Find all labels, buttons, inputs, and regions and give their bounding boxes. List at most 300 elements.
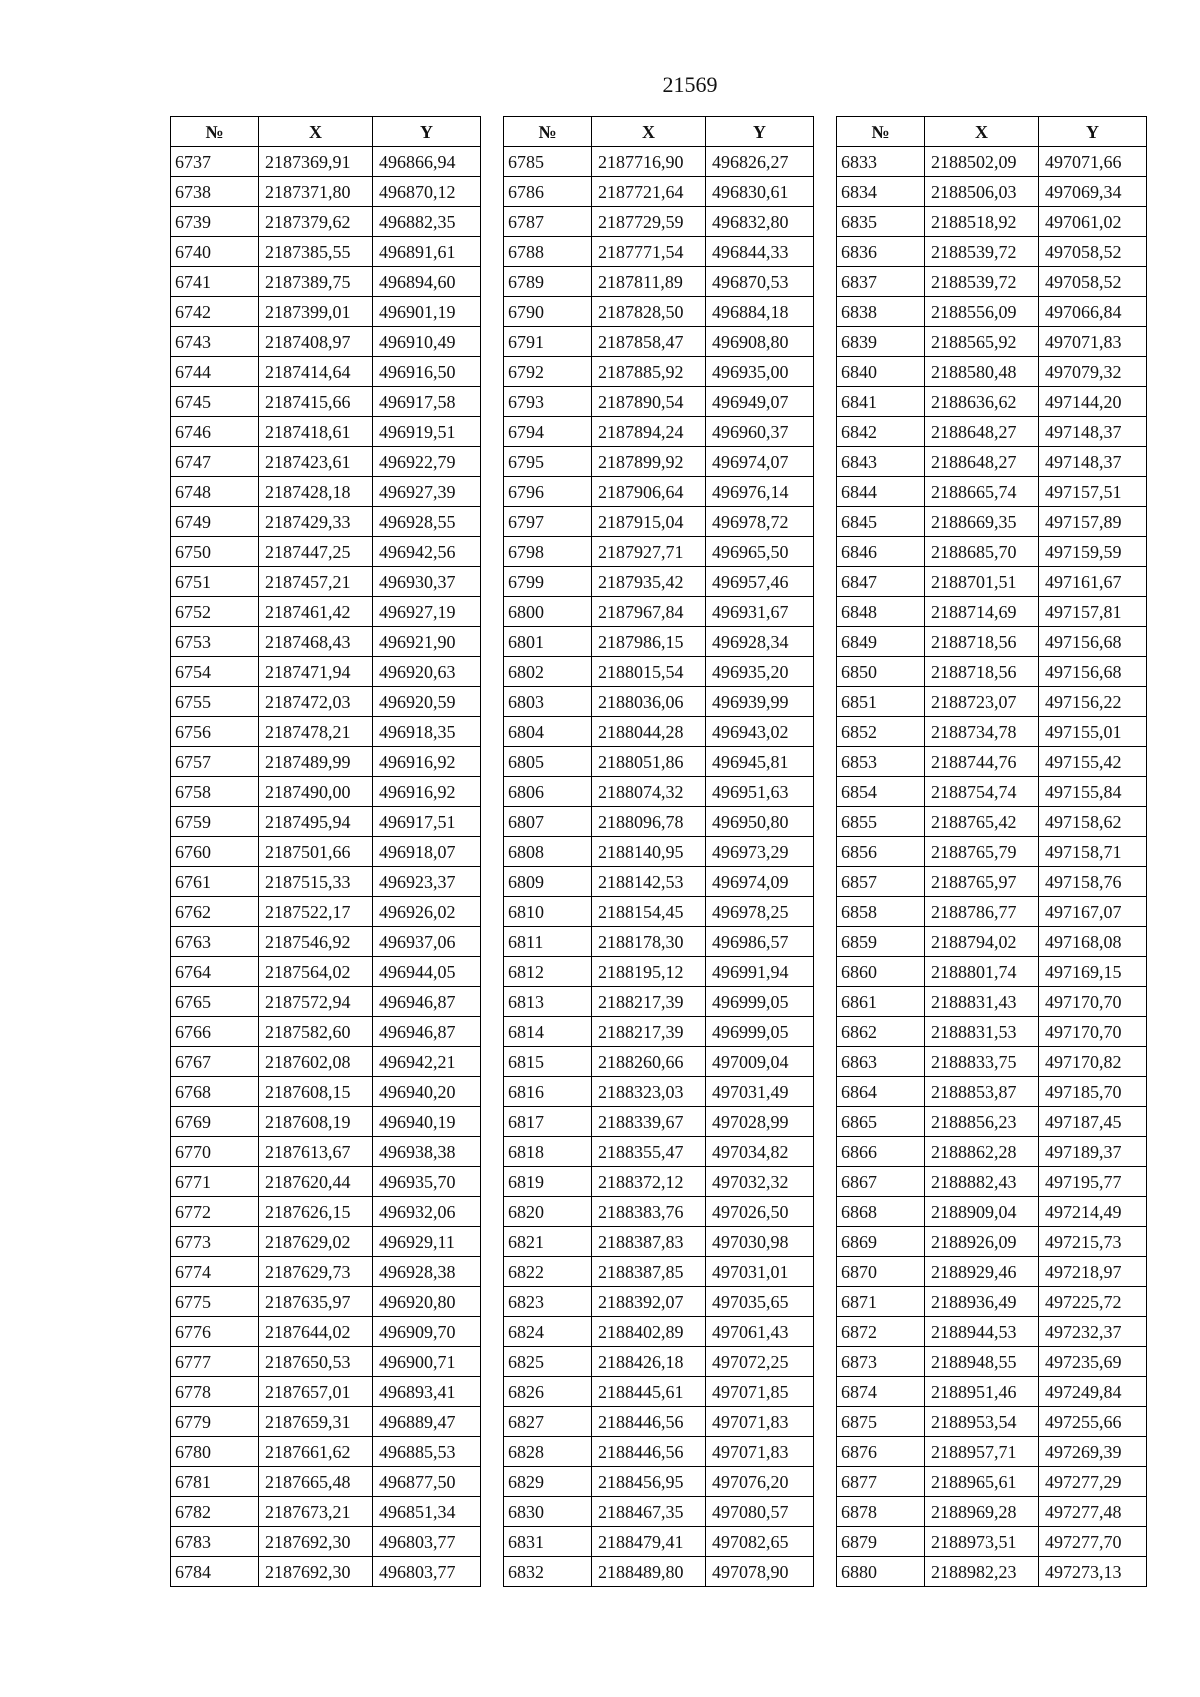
x-coordinate-cell: 2187468,43 [259,627,373,657]
table-row [837,417,1147,447]
x-coordinate-cell: 2188426,18 [592,1347,706,1377]
y-coordinate-cell: 497158,76 [1039,867,1147,897]
table-row [837,897,1147,927]
table-row [837,1197,1147,1227]
x-coordinate-cell: 2188718,56 [925,627,1039,657]
point-number-cell: 6768 [171,1077,259,1107]
y-coordinate-cell: 497032,32 [706,1167,814,1197]
point-number-cell: 6829 [504,1467,592,1497]
x-coordinate-cell: 2188260,66 [592,1047,706,1077]
table-row [504,1437,814,1467]
table-row [504,1137,814,1167]
table-row [837,147,1147,177]
point-number-cell: 6804 [504,717,592,747]
y-coordinate-cell: 496894,60 [373,267,481,297]
y-coordinate-cell: 497168,08 [1039,927,1147,957]
x-coordinate-cell: 2187626,15 [259,1197,373,1227]
y-coordinate-cell: 496976,14 [706,477,814,507]
x-coordinate-cell: 2187650,53 [259,1347,373,1377]
x-coordinate-cell: 2188074,32 [592,777,706,807]
x-coordinate-cell: 2187564,02 [259,957,373,987]
point-number-cell: 6847 [837,567,925,597]
point-number-cell: 6831 [504,1527,592,1557]
point-number-cell: 6845 [837,507,925,537]
y-coordinate-cell: 497169,15 [1039,957,1147,987]
y-coordinate-cell: 497035,65 [706,1287,814,1317]
y-coordinate-cell: 496999,05 [706,1017,814,1047]
y-coordinate-cell: 497031,01 [706,1257,814,1287]
table-row [504,387,814,417]
table-row [837,387,1147,417]
y-header: Y [373,117,481,147]
y-coordinate-cell: 496917,58 [373,387,481,417]
point-number-cell: 6818 [504,1137,592,1167]
x-coordinate-cell: 2188044,28 [592,717,706,747]
point-number-cell: 6812 [504,957,592,987]
point-number-cell: 6783 [171,1527,259,1557]
point-number-cell: 6815 [504,1047,592,1077]
point-number-cell: 6770 [171,1137,259,1167]
table-row [171,1497,481,1527]
point-number-cell: 6822 [504,1257,592,1287]
x-coordinate-cell: 2187935,42 [592,567,706,597]
table-row [171,1317,481,1347]
x-coordinate-cell: 2188178,30 [592,927,706,957]
point-number-cell: 6792 [504,357,592,387]
table-row [837,837,1147,867]
point-number-cell: 6799 [504,567,592,597]
point-number-cell: 6874 [837,1377,925,1407]
point-number-cell: 6863 [837,1047,925,1077]
table-row [837,1017,1147,1047]
point-number-cell: 6750 [171,537,259,567]
y-coordinate-cell: 497167,07 [1039,897,1147,927]
point-number-cell: 6832 [504,1557,592,1587]
coordinates-table-3 [836,116,1147,1587]
y-coordinate-cell: 496937,06 [373,927,481,957]
y-coordinate-cell: 497061,02 [1039,207,1147,237]
y-coordinate-cell: 496928,55 [373,507,481,537]
y-coordinate-cell: 497080,57 [706,1497,814,1527]
y-coordinate-cell: 497031,49 [706,1077,814,1107]
y-coordinate-cell: 496910,49 [373,327,481,357]
table-row [171,597,481,627]
point-number-cell: 6830 [504,1497,592,1527]
y-coordinate-cell: 496877,50 [373,1467,481,1497]
table-row [837,987,1147,1017]
x-coordinate-cell: 2188323,03 [592,1077,706,1107]
point-number-cell: 6738 [171,177,259,207]
table-row [504,267,814,297]
x-coordinate-cell: 2187490,00 [259,777,373,807]
point-number-cell: 6762 [171,897,259,927]
x-coordinate-cell: 2188926,09 [925,1227,1039,1257]
point-number-cell: 6746 [171,417,259,447]
y-coordinate-cell: 497277,70 [1039,1527,1147,1557]
point-number-cell: 6864 [837,1077,925,1107]
y-coordinate-cell: 496920,80 [373,1287,481,1317]
x-coordinate-cell: 2187620,44 [259,1167,373,1197]
x-coordinate-cell: 2187379,62 [259,207,373,237]
point-number-cell: 6779 [171,1407,259,1437]
y-coordinate-cell: 497071,83 [1039,327,1147,357]
x-coordinate-cell: 2188669,35 [925,507,1039,537]
point-number-cell: 6752 [171,597,259,627]
table-row [504,1047,814,1077]
table-row [504,897,814,927]
table-row [837,1077,1147,1107]
x-coordinate-cell: 2187828,50 [592,297,706,327]
table-row [504,1257,814,1287]
x-coordinate-cell: 2187471,94 [259,657,373,687]
point-number-cell: 6878 [837,1497,925,1527]
y-coordinate-cell: 497028,99 [706,1107,814,1137]
x-coordinate-cell: 2187729,59 [592,207,706,237]
x-coordinate-cell: 2187371,80 [259,177,373,207]
y-coordinate-cell: 497071,66 [1039,147,1147,177]
table-row [837,867,1147,897]
point-number-cell: 6784 [171,1557,259,1587]
table-row [837,447,1147,477]
y-coordinate-cell: 496951,63 [706,777,814,807]
table-row [504,1557,814,1587]
y-coordinate-cell: 496918,35 [373,717,481,747]
point-number-cell: 6865 [837,1107,925,1137]
table-row [837,207,1147,237]
x-coordinate-cell: 2188467,35 [592,1497,706,1527]
y-coordinate-cell: 497249,84 [1039,1377,1147,1407]
point-number-cell: 6819 [504,1167,592,1197]
point-number-cell: 6825 [504,1347,592,1377]
y-coordinate-cell: 496999,05 [706,987,814,1017]
y-coordinate-cell: 496885,53 [373,1437,481,1467]
y-coordinate-cell: 496919,51 [373,417,481,447]
y-coordinate-cell: 497148,37 [1039,417,1147,447]
y-coordinate-cell: 497158,62 [1039,807,1147,837]
y-coordinate-cell: 496866,94 [373,147,481,177]
x-coordinate-cell: 2187659,31 [259,1407,373,1437]
table-row [171,657,481,687]
x-coordinate-cell: 2187472,03 [259,687,373,717]
table-row [171,297,481,327]
y-coordinate-cell: 496891,61 [373,237,481,267]
table-row [504,987,814,1017]
point-number-cell: 6787 [504,207,592,237]
table-row [171,1167,481,1197]
x-coordinate-cell: 2188833,75 [925,1047,1039,1077]
point-number-cell: 6742 [171,297,259,327]
table-row [171,687,481,717]
y-coordinate-cell: 496889,47 [373,1407,481,1437]
x-coordinate-cell: 2187811,89 [592,267,706,297]
x-coordinate-cell: 2188718,56 [925,657,1039,687]
y-coordinate-cell: 496930,37 [373,567,481,597]
point-number-cell: 6839 [837,327,925,357]
table-row [171,957,481,987]
table-row [837,1407,1147,1437]
x-coordinate-cell: 2187608,19 [259,1107,373,1137]
y-coordinate-cell: 497156,68 [1039,627,1147,657]
x-coordinate-cell: 2188734,78 [925,717,1039,747]
point-number-cell: 6739 [171,207,259,237]
x-coordinate-cell: 2188831,53 [925,1017,1039,1047]
x-coordinate-cell: 2187546,92 [259,927,373,957]
point-number-cell: 6846 [837,537,925,567]
y-coordinate-cell: 496950,80 [706,807,814,837]
point-number-cell: 6811 [504,927,592,957]
y-coordinate-cell: 496942,21 [373,1047,481,1077]
point-number-cell: 6859 [837,927,925,957]
point-number-cell: 6820 [504,1197,592,1227]
x-coordinate-cell: 2188957,71 [925,1437,1039,1467]
point-number-cell: 6761 [171,867,259,897]
table-row [171,897,481,927]
point-number-cell: 6867 [837,1167,925,1197]
y-coordinate-cell: 497069,34 [1039,177,1147,207]
x-coordinate-cell: 2187501,66 [259,837,373,867]
point-number-cell: 6814 [504,1017,592,1047]
point-number-cell: 6868 [837,1197,925,1227]
point-number-cell: 6869 [837,1227,925,1257]
point-number-cell: 6793 [504,387,592,417]
table-row [837,1227,1147,1257]
table-row [504,1287,814,1317]
x-coordinate-cell: 2187771,54 [592,237,706,267]
table-row [504,657,814,687]
point-number-cell: 6856 [837,837,925,867]
y-coordinate-cell: 497157,51 [1039,477,1147,507]
point-number-cell: 6828 [504,1437,592,1467]
table-row [504,1317,814,1347]
point-number-cell: 6757 [171,747,259,777]
table-row [171,717,481,747]
table-row [171,1107,481,1137]
table-row [837,1527,1147,1557]
table-row [171,1407,481,1437]
point-number-cell: 6737 [171,147,259,177]
x-coordinate-cell: 2188446,56 [592,1437,706,1467]
y-coordinate-cell: 496920,63 [373,657,481,687]
x-coordinate-cell: 2187447,25 [259,537,373,567]
x-coordinate-cell: 2188489,80 [592,1557,706,1587]
point-number-cell: 6764 [171,957,259,987]
x-coordinate-cell: 2188392,07 [592,1287,706,1317]
x-header: X [592,117,706,147]
y-coordinate-cell: 496944,05 [373,957,481,987]
y-coordinate-cell: 497157,81 [1039,597,1147,627]
table-row [837,1497,1147,1527]
table-row [837,807,1147,837]
y-coordinate-cell: 497058,52 [1039,267,1147,297]
y-coordinate-cell: 496935,70 [373,1167,481,1197]
point-number-cell: 6801 [504,627,592,657]
y-coordinate-cell: 497155,42 [1039,747,1147,777]
x-coordinate-cell: 2187582,60 [259,1017,373,1047]
point-number-cell: 6842 [837,417,925,447]
x-coordinate-cell: 2187915,04 [592,507,706,537]
x-coordinate-cell: 2187858,47 [592,327,706,357]
y-coordinate-cell: 496882,35 [373,207,481,237]
table-row [837,1347,1147,1377]
x-coordinate-cell: 2188973,51 [925,1527,1039,1557]
y-coordinate-cell: 496870,53 [706,267,814,297]
x-coordinate-cell: 2188951,46 [925,1377,1039,1407]
table-row [171,927,481,957]
point-number-cell: 6786 [504,177,592,207]
table-row [837,477,1147,507]
y-coordinate-cell: 497148,37 [1039,447,1147,477]
table-row [837,627,1147,657]
y-coordinate-cell: 496901,19 [373,297,481,327]
point-number-cell: 6759 [171,807,259,837]
table-row [504,597,814,627]
table-row [837,1257,1147,1287]
point-number-cell: 6781 [171,1467,259,1497]
x-coordinate-cell: 2188929,46 [925,1257,1039,1287]
y-coordinate-cell: 496978,72 [706,507,814,537]
x-coordinate-cell: 2188217,39 [592,987,706,1017]
table-row [504,957,814,987]
table-row [171,837,481,867]
x-coordinate-cell: 2187692,30 [259,1557,373,1587]
y-coordinate-cell: 497071,83 [706,1407,814,1437]
point-number-cell: 6833 [837,147,925,177]
point-number-cell: 6791 [504,327,592,357]
point-number-cell: 6748 [171,477,259,507]
point-number-cell: 6756 [171,717,259,747]
point-number-cell: 6873 [837,1347,925,1377]
y-coordinate-cell: 496826,27 [706,147,814,177]
x-coordinate-cell: 2187415,66 [259,387,373,417]
x-coordinate-cell: 2187489,99 [259,747,373,777]
point-number-cell: 6795 [504,447,592,477]
y-header: Y [706,117,814,147]
x-coordinate-cell: 2187461,42 [259,597,373,627]
table-row [504,1527,814,1557]
x-coordinate-cell: 2188701,51 [925,567,1039,597]
point-number-cell: 6855 [837,807,925,837]
point-number-cell: 6796 [504,477,592,507]
table-row [504,477,814,507]
y-coordinate-cell: 496900,71 [373,1347,481,1377]
y-coordinate-cell: 497072,25 [706,1347,814,1377]
point-number-cell: 6877 [837,1467,925,1497]
table-row [837,687,1147,717]
point-number-cell: 6780 [171,1437,259,1467]
point-number-cell: 6797 [504,507,592,537]
x-coordinate-cell: 2187423,61 [259,447,373,477]
x-coordinate-cell: 2188445,61 [592,1377,706,1407]
header-row [504,117,814,147]
table-row [837,1377,1147,1407]
x-coordinate-cell: 2188539,72 [925,267,1039,297]
point-number-cell: 6765 [171,987,259,1017]
y-coordinate-cell: 497030,98 [706,1227,814,1257]
point-number-cell: 6835 [837,207,925,237]
y-coordinate-cell: 497009,04 [706,1047,814,1077]
point-number-cell: 6821 [504,1227,592,1257]
x-coordinate-cell: 2188909,04 [925,1197,1039,1227]
y-coordinate-cell: 496927,19 [373,597,481,627]
table-row [171,327,481,357]
y-coordinate-cell: 496949,07 [706,387,814,417]
point-number-cell: 6806 [504,777,592,807]
point-number-cell: 6827 [504,1407,592,1437]
table-row [504,147,814,177]
point-number-cell: 6807 [504,807,592,837]
point-number-cell: 6816 [504,1077,592,1107]
y-coordinate-cell: 497071,83 [706,1437,814,1467]
x-coordinate-cell: 2188140,95 [592,837,706,867]
x-coordinate-cell: 2188744,76 [925,747,1039,777]
table-row [837,1287,1147,1317]
point-number-cell: 6749 [171,507,259,537]
x-coordinate-cell: 2187629,02 [259,1227,373,1257]
point-number-cell: 6840 [837,357,925,387]
x-coordinate-cell: 2188036,06 [592,687,706,717]
y-coordinate-cell: 496978,25 [706,897,814,927]
y-coordinate-cell: 496851,34 [373,1497,481,1527]
x-coordinate-cell: 2187661,62 [259,1437,373,1467]
y-coordinate-cell: 496893,41 [373,1377,481,1407]
x-coordinate-cell: 2187428,18 [259,477,373,507]
point-number-cell: 6774 [171,1257,259,1287]
table-row [171,1257,481,1287]
table-row [171,177,481,207]
table-row [504,537,814,567]
point-number-cell: 6798 [504,537,592,567]
table-row [171,807,481,837]
x-coordinate-cell: 2187399,01 [259,297,373,327]
table-row [171,147,481,177]
y-coordinate-cell: 496932,06 [373,1197,481,1227]
table-row [837,177,1147,207]
point-number-cell: 6870 [837,1257,925,1287]
y-coordinate-cell: 497079,32 [1039,357,1147,387]
table-row [171,1527,481,1557]
table-row [837,927,1147,957]
point-number-cell: 6788 [504,237,592,267]
y-coordinate-cell: 497235,69 [1039,1347,1147,1377]
point-number-cell: 6817 [504,1107,592,1137]
x-coordinate-cell: 2187906,64 [592,477,706,507]
coordinates-table-2 [503,116,814,1587]
table-row [171,1137,481,1167]
y-coordinate-cell: 496938,38 [373,1137,481,1167]
y-coordinate-cell: 496943,02 [706,717,814,747]
point-number-cell: 6860 [837,957,925,987]
x-coordinate-cell: 2188948,55 [925,1347,1039,1377]
table-row [171,747,481,777]
x-coordinate-cell: 2188765,97 [925,867,1039,897]
y-coordinate-cell: 496927,39 [373,477,481,507]
y-coordinate-cell: 497170,70 [1039,987,1147,1017]
point-number-cell: 6803 [504,687,592,717]
table-row [504,1407,814,1437]
y-coordinate-cell: 497273,13 [1039,1557,1147,1587]
y-header: Y [1039,117,1147,147]
x-header: X [925,117,1039,147]
point-number-cell: 6773 [171,1227,259,1257]
x-coordinate-cell: 2188387,83 [592,1227,706,1257]
y-coordinate-cell: 497187,45 [1039,1107,1147,1137]
y-coordinate-cell: 497158,71 [1039,837,1147,867]
x-coordinate-cell: 2188856,23 [925,1107,1039,1137]
y-coordinate-cell: 497155,01 [1039,717,1147,747]
y-coordinate-cell: 496940,20 [373,1077,481,1107]
x-coordinate-cell: 2187369,91 [259,147,373,177]
point-number-cell: 6760 [171,837,259,867]
